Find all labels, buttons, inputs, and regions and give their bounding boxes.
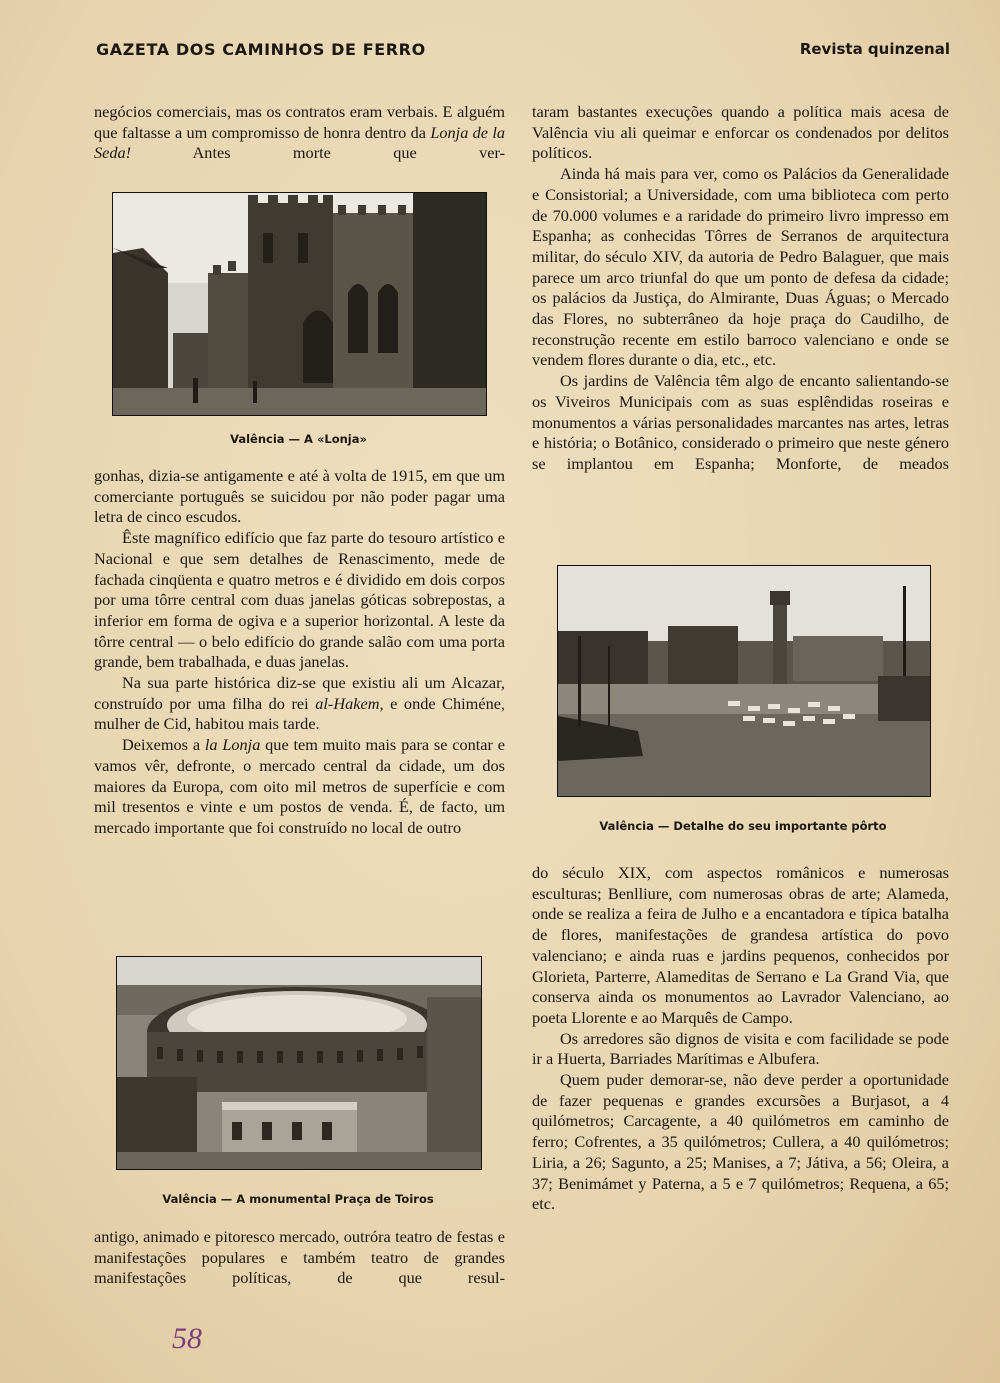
photo-bullring — [116, 956, 482, 1170]
paragraph: Quem puder demorar-se, não deve perder a oportunidade de fazer pequenas e grandes excursões a Burjasot, a 4 quilómetros; Carcagente, a 40 quilómetros em caminho de ferro; Cofrentes, a 35 quilómetros; Cullera, a 40 quilómetros; Liria, a 26; Sagunto, a 25; Manises, a 7; Játiva, a 56; Oleira, a 37; Benimámet y Paterna, a 5 e 7 quilómetros; Requena, a 65; etc. — [532, 1070, 949, 1214]
caption-bullring: Valência — A monumental Praça de Toiros — [162, 1192, 434, 1206]
running-header — [96, 40, 950, 64]
column-left-bottom — [94, 1227, 505, 1289]
bullring-image — [117, 957, 481, 1169]
photo-port — [557, 565, 931, 797]
column-right-top — [532, 102, 949, 475]
paragraph: antigo, animado e pitoresco mercado, outróra teatro de festas e manifestações populares e também teatro de grandes manifestações políticas, de que resul- — [94, 1227, 505, 1288]
italic-text: la Lonja — [204, 735, 261, 755]
page-number: 58 — [172, 1322, 202, 1355]
column-left-middle — [94, 466, 505, 839]
text-run: Antes morte que ver- — [131, 143, 505, 163]
photo-lonja — [112, 192, 487, 416]
text-run: Deixemos a — [122, 735, 205, 755]
paragraph: Êste magnífico edifício que faz parte do tesouro artístico e Nacional e que sem detalhes de Renascimento, mede de fachada cinqüenta e quatro metros e é dividido em dois corpos por uma tôrre central com duas janelas góticas sobrepostas, a inferior em forma de ogiva e a superior horizontal. A leste da tôrre central — o belo edifício do grande salão com uma porta grande, bem trabalhada, e duas janelas. — [94, 528, 505, 672]
caption-port: Valência — Detalhe do seu importante pôrto — [599, 819, 887, 833]
italic-text: al-Hakem, — [315, 693, 384, 713]
paragraph — [94, 673, 505, 735]
paragraph: do século XIX, com aspectos românicos e numerosas esculturas; Benlliure, com numerosas obras de arte; Alameda, onde se realiza a feira de Julho e a encantadora e típica batalha de flores, manifestações de grandesa artística do povo valenciano; e ainda ruas e jardins pequenos, conhecidos por Glorieta, Parterre, Alameditas de Serrano e La Grand Via, que conserva ainda os monumentos ao Lavrador Valenciano, ao poeta Llorente e ao Marquês de Campo. — [532, 863, 949, 1027]
paragraph — [94, 735, 505, 839]
lonja-building-image — [113, 193, 486, 415]
text-run: que tem muito mais para se contar e vamos vêr, defronte, o mercado central da cidade, um dos maiores da Europa, com oito mil metros de superfície e com mil tresentos e vinte e um postos de venda. É, de facto, um mercado importante que foi construído no local de outro — [94, 735, 505, 837]
paragraph: Os jardins de Valência têm algo de encanto salientando-se os Viveiros Municipais com as suas esplêndidas roseiras e monumentos a várias personalidades marcantes nas artes, letras e história; o Botânico, considerado o primeiro que neste género se implantou em Espanha; Monforte, de meados — [532, 371, 949, 473]
text-run: e onde Chiméne, mulher de Cid, habitou mais tarde. — [94, 693, 506, 734]
column-right-bottom — [532, 863, 949, 1215]
paragraph: gonhas, dizia-se antigamente e até à volta de 1915, em que um comerciante português se suicidou por não poder pagar uma letra de cinco escudos. — [94, 466, 505, 527]
paragraph: Os arredores são dignos de visita e com facilidade se pode ir a Huerta, Barriades Marítimas e Albufera. — [532, 1028, 949, 1069]
paragraph — [94, 102, 505, 164]
italic-text: Lonja de la Seda! — [94, 122, 505, 163]
port-image — [558, 566, 930, 796]
magazine-title: GAZETA DOS CAMINHOS DE FERRO — [96, 40, 426, 59]
paragraph: Ainda há mais para ver, como os Palácios da Generalidade e Consistorial; a Universidade, com uma biblioteca com perto de 70.000 volumes e a raridade do primeiro livro impresso em Espanha; as conhecidas Tôrres de Serranos de arquitectura militar, do século XIV, da autoria de Pedro Balaguer, que mais parece um arco triunfal do que um ponto de defesa da cidade; os palácios da Justiça, do Almirante, Duas Águas; o Mercado das Flores, no subterrâneo da hoje praça do Caudilho, de reconstrução recente em estilo barroco valenciano e onde se vendem flores durante o dia, etc., etc. — [532, 164, 949, 370]
magazine-subtitle: Revista quinzenal — [799, 40, 950, 58]
paragraph: taram bastantes execuções quando a política mais acesa de Valência viu ali queimar e enforcar os condenados por delitos políticos. — [532, 102, 949, 163]
caption-lonja: Valência — A «Lonja» — [230, 432, 367, 446]
text-run: negócios comerciais, mas os contratos eram verbais. E alguém que faltasse a um compromisso de honra dentro da — [94, 102, 505, 142]
text-run: Na sua parte histórica diz-se que existiu ali um Alcazar, construído por uma filha do rei — [94, 673, 505, 713]
column-left-top — [94, 102, 505, 164]
